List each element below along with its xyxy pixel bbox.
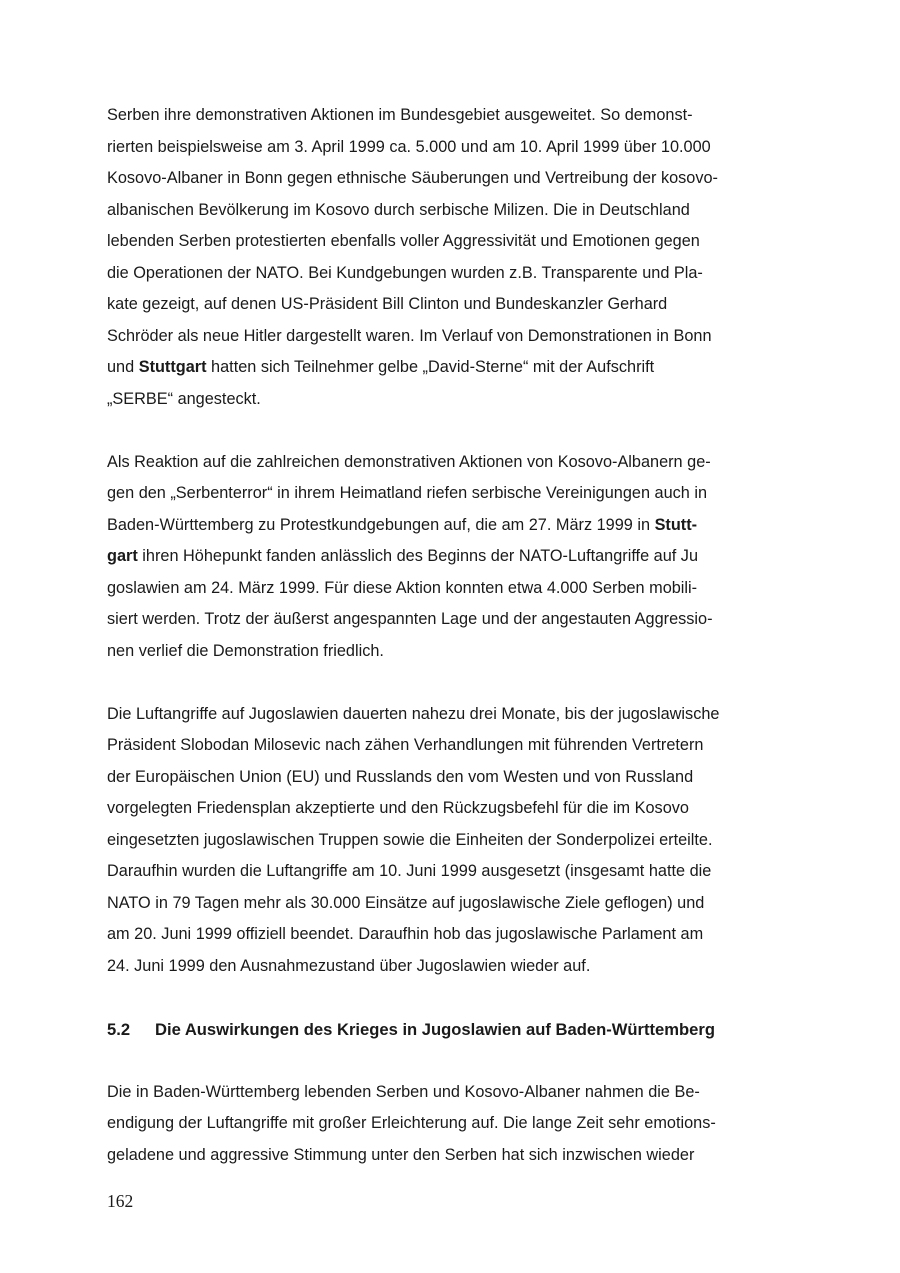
paragraph [107,447,807,668]
text-line: und Stuttgart hatten sich Teilnehmer gelbe „David-Sterne“ mit der Aufschrift [107,358,655,376]
text-line: lebenden Serben protestierten ebenfalls voller Aggressivität und Emotionen gegen [107,232,700,250]
section-heading [107,1014,807,1046]
text-line: endigung der Luftangriffe mit großer Erleichterung auf. Die lange Zeit sehr emotions- [107,1114,716,1132]
text-line: Als Reaktion auf die zahlreichen demonstrativen Aktionen von Kosovo-Albanern ge- [107,452,711,471]
text-line: Die Luftangriffe auf Jugoslawien dauerten nahezu drei Monate, bis der jugoslawische [107,704,720,723]
text-line: kate gezeigt, auf denen US-Präsident Bill Clinton und Bundeskanzler Gerhard [107,295,668,313]
text-line: die Operationen der NATO. Bei Kundgebungen wurden z.B. Transparente und Pla- [107,263,703,282]
text-line: Daraufhin wurden die Luftangriffe am 10. Juni 1999 ausgesetzt (insgesamt hatte die [107,862,712,880]
text-line: Schröder als neue Hitler dargestellt waren. Im Verlauf von Demonstrationen in Bonn [107,326,712,345]
text-line: siert werden. Trotz der äußerst angespannten Lage und der angestauten Aggressio- [107,610,713,628]
text-line: NATO in 79 Tagen mehr als 30.000 Einsätze auf jugoslawische Ziele geflogen) und [107,893,705,912]
text-line: geladene und aggressive Stimmung unter den Serben hat sich inzwischen wieder [107,1145,695,1164]
section-title: Die Auswirkungen des Krieges in Jugoslawien auf Baden-Württemberg [155,1019,715,1039]
text-line: rierten beispielsweise am 3. April 1999 ca. 5.000 und am 10. April 1999 über 10.000 [107,137,711,156]
page-footer [107,1190,133,1212]
text-line: albanischen Bevölkerung im Kosovo durch serbische Milizen. Die in Deutschland [107,200,690,219]
text-line: Baden-Württemberg zu Protestkundgebungen auf, die am 27. März 1999 in Stutt- [107,515,698,534]
paragraph [107,100,807,415]
text-line: gen den „Serbenterror“ in ihrem Heimatland riefen serbische Vereinigungen auch in [107,484,708,502]
page-number: 162 [107,1191,134,1211]
paragraph [107,699,807,983]
paragraph [107,1077,807,1172]
text-line: gart ihren Höhepunkt fanden anlässlich des Beginns der NATO-Luftangriffe auf Ju [107,547,699,565]
text-line: am 20. Juni 1999 offiziell beendet. Daraufhin hob das jugoslawische Parlament am [107,925,704,943]
text-line: „SERBE“ angesteckt. [107,389,261,408]
text-line: 24. Juni 1999 den Ausnahmezustand über Jugoslawien wieder auf. [107,956,591,975]
text-line: Serben ihre demonstrativen Aktionen im Bundesgebiet ausgeweitet. So demonst- [107,106,693,124]
text-line: der Europäischen Union (EU) und Russlands den vom Westen und von Russland [107,767,694,786]
text-line: nen verlief die Demonstration friedlich. [107,641,384,660]
text-line: goslawien am 24. März 1999. Für diese Aktion konnten etwa 4.000 Serben mobili- [107,578,698,597]
text-line: Die in Baden-Württemberg lebenden Serben und Kosovo-Albaner nahmen die Be- [107,1082,700,1101]
text-line: eingesetzten jugoslawischen Truppen sowie die Einheiten der Sonderpolizei erteilte. [107,830,713,849]
text-line: Präsident Slobodan Milosevic nach zähen Verhandlungen mit führenden Vertretern [107,736,704,754]
text-line: vorgelegten Friedensplan akzeptierte und den Rückzugsbefehl für die im Kosovo [107,799,689,817]
text-line: Kosovo-Albaner in Bonn gegen ethnische Säuberungen und Vertreibung der kosovo- [107,169,718,187]
section-number: 5.2 [107,1019,131,1039]
page-content [107,100,807,1171]
